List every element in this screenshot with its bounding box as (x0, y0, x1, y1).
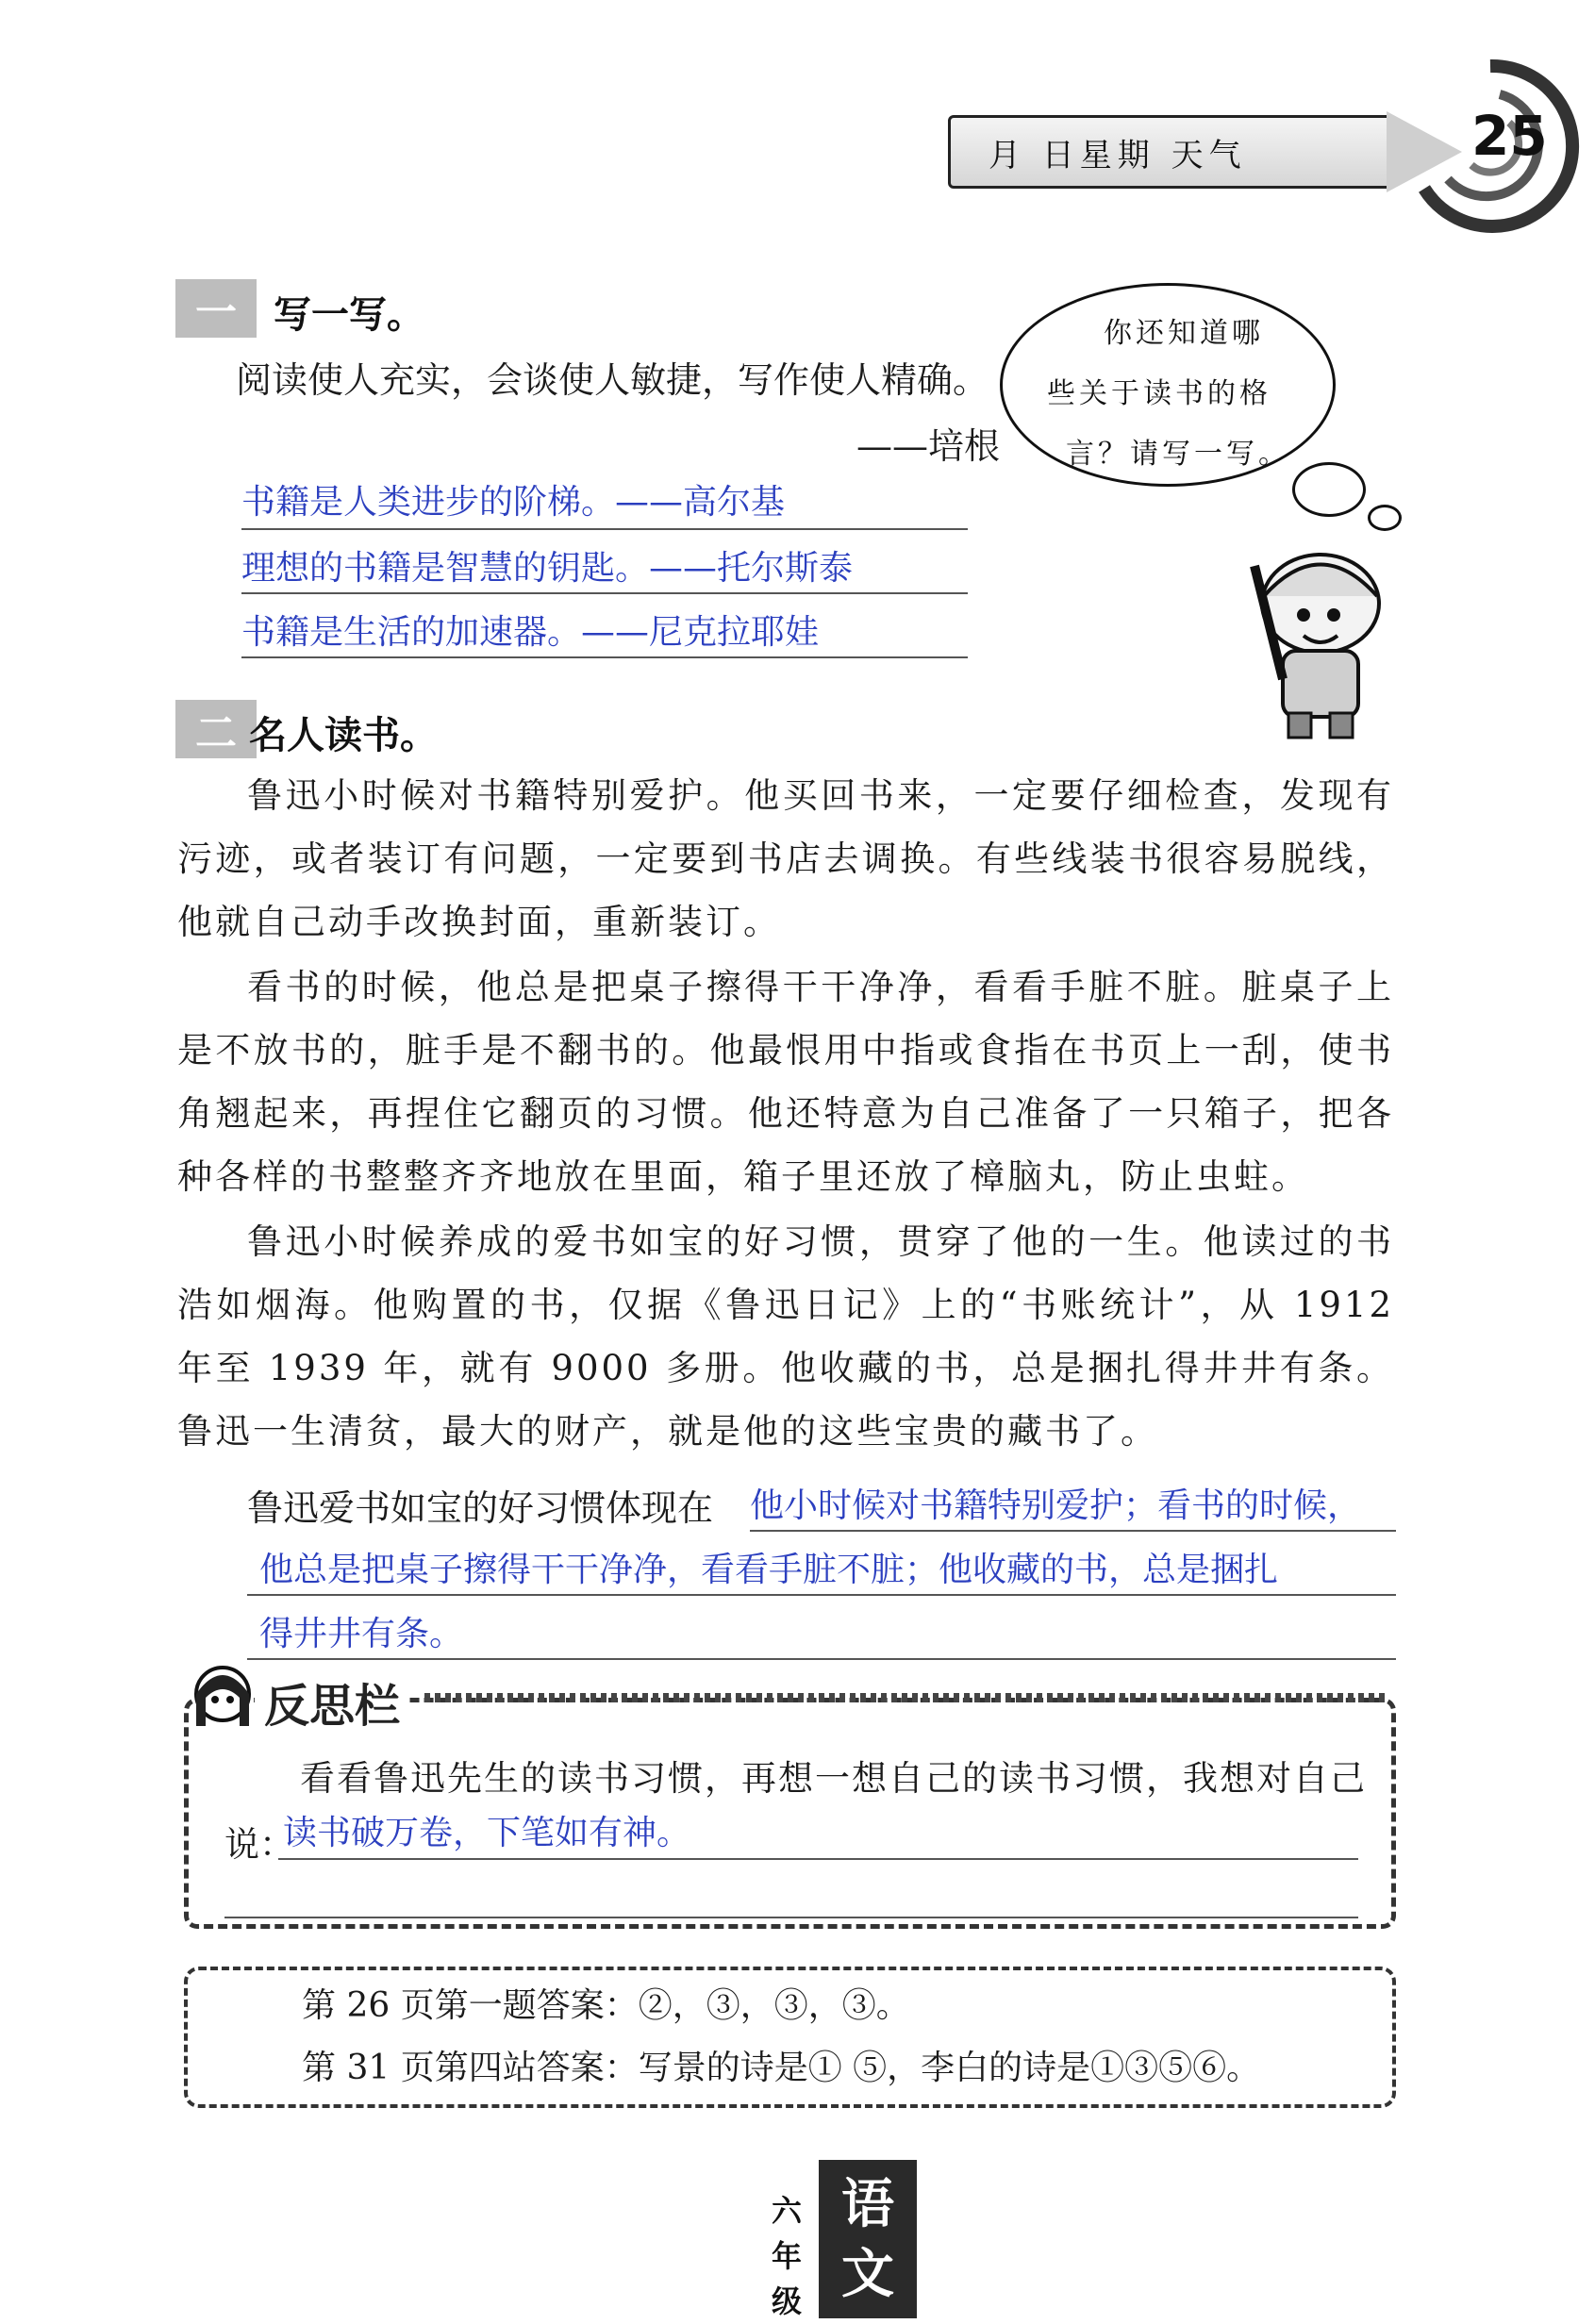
cloud-prompt (1047, 304, 1330, 485)
habit-rule-2 (247, 1594, 1396, 1596)
reflection-title: 反思栏 (255, 1669, 409, 1735)
reflection-answer: 读书破万卷，下笔如有神。 (283, 1814, 691, 1852)
reflection-rule-2 (224, 1917, 1358, 1918)
answer-key-line-2: 第 31 页第四站答案：写景的诗是① ⑤，李白的诗是①③⑤⑥。 (302, 2049, 1261, 2087)
reflection-dash-divider (424, 1693, 1387, 1702)
bacon-quote: 阅读使人充实，会谈使人敏捷，写作使人精确。 (236, 359, 989, 401)
answer-rule-1 (241, 528, 968, 530)
section-2-title: 名人读书。 (249, 714, 438, 757)
section-1-title: 写一写。 (274, 293, 424, 337)
subject-char-1: 语 (841, 2173, 894, 2235)
girl-avatar-icon (187, 1660, 258, 1741)
page-number: 25 (1471, 104, 1548, 168)
lu-xun-passage (177, 764, 1394, 1465)
answer-rule-3 (241, 656, 968, 658)
subject-char-2: 文 (841, 2243, 894, 2305)
section-2-badge: 二 (175, 700, 257, 758)
answer-line-2: 理想的书籍是智慧的钥匙。——托尔斯泰 (241, 549, 854, 588)
passage-paragraph-2: 看书的时候，他总是把桌子擦得干干净净，看看手脏不脏。脏桌子上是不放书的，脏手是不翻书的。他最恨用中指或食指在书页上一刮，使书角翘起来，再捏住它翻页的习惯。他还特意为自己准备了一只箱子，把各种各样的书整整齐齐地放在里面，箱子里还放了樟脑丸，防止虫蛀。 (177, 967, 1394, 1197)
reflection-rule-1 (278, 1858, 1358, 1860)
answer-key-line-1: 第 26 页第一题答案：②，③，③，③。 (302, 1986, 910, 2025)
subject-label (819, 2160, 917, 2318)
grade-char-3: 级 (771, 2283, 802, 2319)
grade-label (755, 2188, 819, 2324)
cloud-line-2: 些关于读书的格 (1047, 377, 1271, 410)
answer-rule-2 (241, 592, 968, 594)
bacon-quote-author: ——培根 (856, 425, 1000, 467)
reflection-prompt: 看看鲁迅先生的读书习惯，再想一想自己的读书习惯，我想对自己 (300, 1758, 1367, 1799)
passage-paragraph-3: 鲁迅小时候养成的爱书如宝的好习惯，贯穿了他的一生。他读过的书浩如烟海。他购置的书，仅据《鲁迅日记》上的“书账统计”，从 1912 年至 1939 年，就有 9000 多册。他收藏的书，总是捆扎得井井有条。鲁迅一生清贫，最大的财产，就是他的这些宝贵的藏书了。 (177, 1221, 1394, 1452)
passage-paragraph-1: 鲁迅小时候对书籍特别爱护。他买回书来，一定要仔细检查，发现有污迹，或者装订有问题，一定要到书店去调换。有些线装书很容易脱线，他就自己动手改换封面，重新装订。 (177, 775, 1394, 942)
habit-answer-line-3: 得井井有条。 (259, 1615, 464, 1653)
date-weather-bar: 月 日星期 天气 (948, 115, 1391, 189)
question-prefix: 鲁迅爱书如宝的好习惯体现在 (247, 1487, 714, 1529)
thought-bubble-tiny (1368, 505, 1402, 531)
habit-answer-line-1: 他小时候对书籍特别爱护；看书的时候， (750, 1486, 1362, 1525)
habit-rule-1 (750, 1530, 1396, 1532)
habit-rule-3 (247, 1658, 1396, 1660)
reflection-prompt-prefix: 说： (224, 1824, 294, 1865)
habit-answer-line-2: 他总是把桌子擦得干干净净，看看手脏不脏；他收藏的书，总是捆扎 (259, 1551, 1279, 1589)
answer-line-1: 书籍是人类进步的阶梯。——高尔基 (241, 483, 786, 522)
grade-char-2: 年 (771, 2238, 802, 2274)
answer-line-3: 书籍是生活的加速器。——尼克拉耶娃 (241, 613, 820, 652)
section-1-badge: 一 (175, 279, 257, 338)
grade-char-1: 六 (771, 2193, 802, 2229)
cartoon-boy-icon (1236, 538, 1405, 745)
cloud-line-1: 你还知道哪 (1104, 317, 1264, 350)
cloud-line-3: 言？请写一写。 (1066, 438, 1290, 471)
